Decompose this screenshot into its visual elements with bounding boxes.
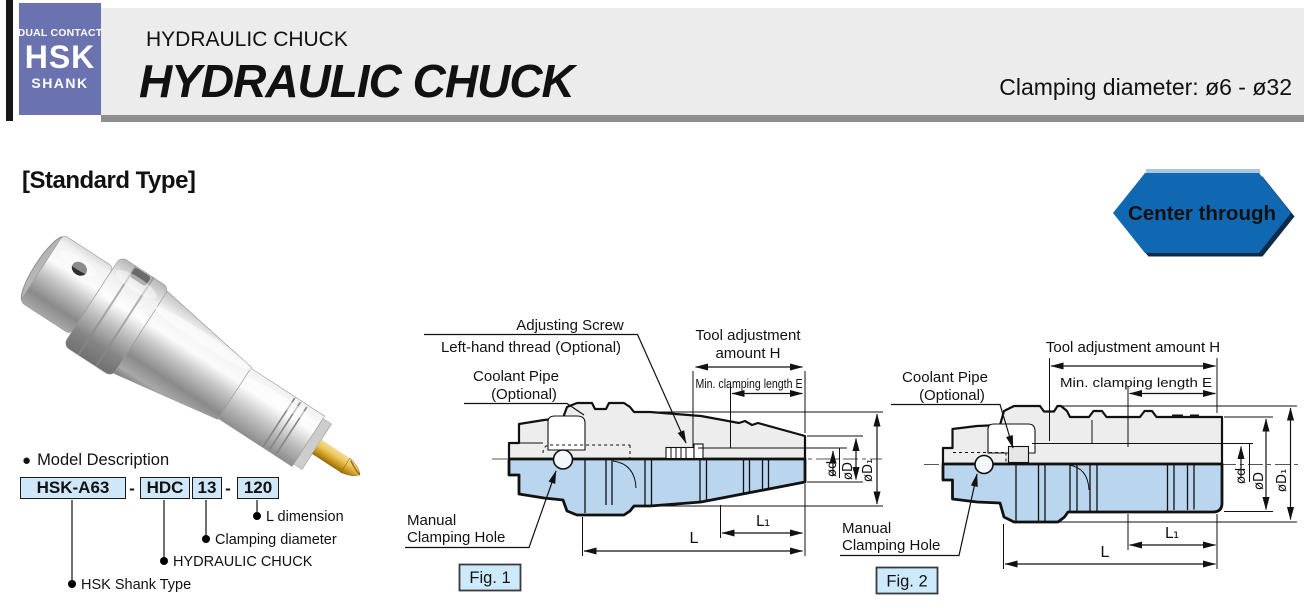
fig1-adjusting-screw-label-2: Left-hand thread (Optional): [440, 339, 622, 356]
fig1-manual-clamping-hole: [554, 450, 573, 469]
fig2-chuck-section: [943, 406, 1222, 522]
standard-type-heading: [Standard Type]: [22, 167, 196, 194]
model-box-length: 120: [237, 477, 279, 499]
bullet-icon: [160, 557, 168, 565]
fig2-dim-d: ød: [1234, 467, 1249, 484]
bullet-icon: [253, 512, 261, 520]
fig1-dim-L: L: [689, 530, 699, 547]
model-description-title: Model Description: [37, 451, 170, 469]
model-label-l-dimension: L dimension: [266, 509, 344, 525]
clamping-range: Clamping diameter: ø6 - ø32: [999, 74, 1292, 100]
fig1-manual-hole-label-1: Manual: [407, 512, 457, 529]
center-through-label: Center through: [1127, 202, 1277, 225]
fig1-chuck-section: [509, 403, 805, 515]
model-box-shank: HSK-A63: [20, 477, 126, 499]
badge-line1: DUAL CONTACT: [17, 27, 103, 39]
fig2-coolant-label-1: Coolant Pipe: [902, 369, 988, 386]
fig2-caption: Fig. 2: [886, 572, 928, 591]
model-separator: -: [225, 479, 231, 498]
fig2-dim-D1: øD₁: [1275, 468, 1290, 492]
badge-line3: SHANK: [31, 75, 89, 91]
fig1-clamp-block: [548, 416, 585, 450]
fig1-coolant-label-1: Coolant Pipe: [473, 368, 559, 385]
bullet-icon: [202, 535, 210, 543]
fig1-technical-drawing: [398, 312, 890, 612]
fig2-min-clamping-label: Min. clamping length E: [1060, 376, 1212, 390]
bullet-icon: [68, 580, 76, 588]
fig1-adjusting-screw: [666, 448, 694, 459]
model-label-clamping-diameter: Clamping diameter: [215, 532, 337, 548]
model-box-series: HDC: [140, 477, 190, 499]
model-description-heading: [22, 451, 169, 470]
fig1-dim-L1: L₁: [755, 512, 771, 530]
fig2-coolant-pipe: [1009, 447, 1029, 463]
fig1-dim-D: øD: [841, 462, 856, 480]
fig2-manual-hole-label-2: Clamping Hole: [842, 537, 941, 554]
model-label-hydraulic-chuck: HYDRAULIC CHUCK: [173, 554, 313, 570]
fig1-tool-adjustment-label-1: Tool adjustment: [695, 327, 801, 344]
left-bleed-bar: [6, 0, 13, 121]
hsk-shank-badge: [19, 3, 101, 115]
fig2-coolant-label-2: (Optional): [919, 387, 985, 404]
fig2-manual-clamping-hole: [975, 456, 993, 474]
model-separator: -: [129, 479, 135, 498]
fig2-dim-L: L: [1100, 544, 1110, 561]
fig1-caption: Fig. 1: [469, 569, 511, 587]
fig1-adjusting-screw-label-1: Adjusting Screw: [516, 317, 624, 334]
fig2-tool-adjustment-label: Tool adjustment amount H: [1045, 339, 1221, 356]
header-bottom-rule: [101, 115, 1304, 122]
fig1-manual-hole-label-2: Clamping Hole: [407, 529, 506, 546]
model-box-diameter: 13: [192, 477, 222, 499]
center-through-badge: [1108, 166, 1300, 260]
fig1-screw-front: [694, 444, 703, 459]
bullet-icon: ●: [22, 452, 32, 469]
fig1-tool-adjustment-label-2: amount H: [715, 345, 781, 362]
fig2-dim-L1: L₁: [1164, 524, 1180, 542]
fig2-technical-drawing: [836, 330, 1304, 612]
fig1-coolant-label-2: (Optional): [491, 386, 557, 403]
fig1-lower-body: [509, 459, 805, 515]
fig1-dim-d: ød: [825, 460, 840, 477]
fig2-dim-D: øD: [1252, 472, 1267, 490]
header-kicker: HYDRAULIC CHUCK: [146, 28, 348, 51]
model-label-hsk-shank-type: HSK Shank Type: [81, 577, 192, 593]
badge-line2: HSK: [24, 39, 96, 75]
page-title: HYDRAULIC CHUCK: [139, 55, 574, 107]
fig2-manual-hole-label-1: Manual: [842, 520, 892, 537]
fig1-min-clamping-label: Min. clamping length E: [695, 377, 803, 391]
fig1-dim-D1: øD₁: [861, 458, 876, 482]
